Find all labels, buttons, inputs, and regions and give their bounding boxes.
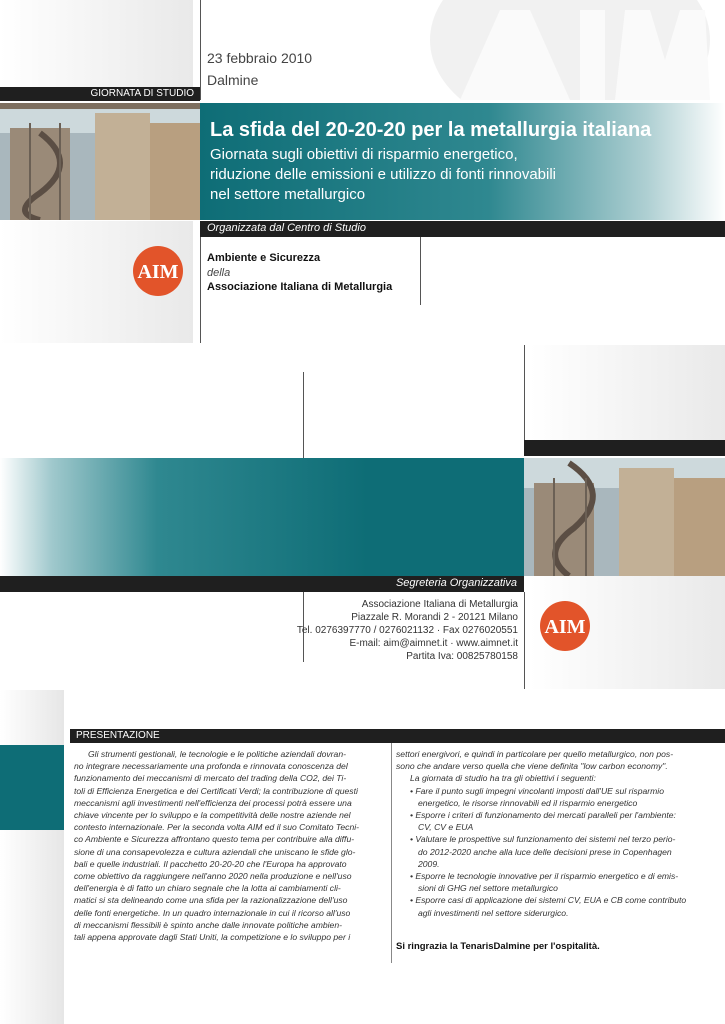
aim-logo-text: AIM xyxy=(137,261,179,283)
address-line: Associazione Italiana di Metallurgia xyxy=(361,599,518,610)
industrial-tanks-photo xyxy=(0,103,200,220)
bullet-item: • Esporre casi di applicazione dei sistemi CV, EUA e CB come contributo xyxy=(410,895,687,906)
middle-right-panel xyxy=(530,345,725,440)
paragraph-line: co Ambiente e Sicurezza affrontano questo tema per contribuire alla diffu- xyxy=(74,834,355,845)
presentation-right-column xyxy=(396,748,712,919)
bullet-item: • Esporre le tecnologie innovative per il risparmio energetico e di emis- xyxy=(410,871,679,882)
divider xyxy=(524,592,525,689)
page-title: La sfida del 20-20-20 per la metallurgia italiana xyxy=(210,119,652,141)
association-name: Associazione Italiana di Metallurgia xyxy=(207,281,393,293)
photo-header-bar xyxy=(524,440,725,456)
vat-line: Partita Iva: 00825780158 xyxy=(406,651,518,662)
divider xyxy=(303,372,304,458)
bullet-item: • Valutare le prospettive sul funzionamento dei sistemi nel terzo perio- xyxy=(410,834,676,845)
paragraph-line: contesto internazionale. Per la seconda volta AIM ed il suo Comitato Tecni- xyxy=(74,822,360,833)
event-type-bar xyxy=(0,87,200,101)
bullet-item: • Fare il punto sugli impegni vincolanti imposti dall'UE sul risparmio xyxy=(410,785,664,796)
secretariat-bar xyxy=(0,576,524,592)
secretariat-address xyxy=(297,598,518,663)
divider xyxy=(391,743,392,963)
della-text: della xyxy=(207,267,231,279)
divider xyxy=(200,0,201,100)
organizer-bar xyxy=(200,221,725,237)
aim-logo-text: AIM xyxy=(544,616,586,638)
bullet-item: do 2012-2020 anche alla luce delle decisioni prese in Copenhagen xyxy=(418,846,672,857)
event-place: Dalmine xyxy=(207,72,259,88)
bullet-item: energetico, le risorse rinnovabili ed il risparmio energetico xyxy=(418,797,638,808)
paragraph-line: La giornata di studio ha tra gli obiettivi i seguenti: xyxy=(410,773,596,784)
aim-watermark xyxy=(420,0,725,100)
email-line: E-mail: aim@aimnet.it · www.aimnet.it xyxy=(349,638,518,649)
presentation-teal-block xyxy=(0,745,64,830)
paragraph-line: chiave vincente per lo sviluppo e la competitività delle nostre aziende nel xyxy=(74,810,351,821)
centre-name: Ambiente e Sicurezza xyxy=(207,252,321,264)
paragraph-line: toli di Efficienza Energetica e dei Certificati Verdi; la contribuzione di questi xyxy=(74,785,358,796)
divider xyxy=(524,345,525,440)
aim-logo xyxy=(132,245,184,297)
divider xyxy=(200,237,201,343)
divider xyxy=(420,237,421,305)
paragraph-line: delle fonti energetiche. In un quadro internazionale in cui il ricorso all'uso xyxy=(74,907,351,918)
subtitle-line-1: Giornata sugli obiettivi di risparmio energetico, xyxy=(210,146,518,163)
subtitle-line-2: riduzione delle emissioni e utilizzo di fonti rinnovabili xyxy=(210,166,557,183)
phone-line: Tel. 0276397770 / 0276021132 · Fax 0276020551 xyxy=(296,625,518,636)
paragraph-line: sono che andare verso quella che viene definita "low carbon economy". xyxy=(396,761,668,772)
aim-logo xyxy=(539,600,591,652)
paragraph-line: tali appena approvate dagli Stati Uniti, la competizione e lo sviluppo per i xyxy=(74,932,351,943)
organizer-bar-label: Organizzata dal Centro di Studio xyxy=(207,222,366,234)
address-line: Piazzale R. Morandi 2 - 20121 Milano xyxy=(351,612,518,623)
bullet-item: CV, CV e EUA xyxy=(418,822,474,833)
paragraph-line: come obiettivo da raggiungere nell'anno 2020 nella produzione e nell'uso xyxy=(74,871,352,882)
bullet-item: 2009. xyxy=(418,858,440,869)
presentation-bar xyxy=(70,729,725,743)
paragraph-line: funzionamento dei meccanismi di mercato del trading della CO2, dei Ti- xyxy=(74,773,347,784)
middle-band xyxy=(0,458,524,576)
presentation-bar-label: PRESENTAZIONE xyxy=(76,730,160,741)
paragraph-line: settori energivori, e quindi in particolare per quello metallurgico, non pos- xyxy=(396,749,674,759)
paragraph-line: matici si sta delineando come una sfida per la razionalizzazione dell'uso xyxy=(74,895,348,906)
event-date: 23 febbraio 2010 xyxy=(207,50,313,66)
presentation-left-column xyxy=(74,748,384,943)
paragraph-line: no integrare necessariamente una profonda e rinnovata conoscenza del xyxy=(74,761,348,772)
paragraph-line: dell'energia è di fatto un chiaro segnale che la lotta ai cambiamenti cli- xyxy=(74,883,341,894)
paragraph-line: di meccanismi flessibili è spinto anche dalle innovate politiche ambien- xyxy=(74,919,342,930)
event-type-label: GIORNATA DI STUDIO xyxy=(90,88,194,99)
paragraph-line: sione di una consapevolezza e cultura aziendali che uniscano le sfide glo- xyxy=(74,846,356,857)
industrial-tanks-photo-2 xyxy=(524,458,725,576)
secretariat-bar-label: Segreteria Organizzativa xyxy=(395,577,517,589)
paragraph-line: Gli strumenti gestionali, le tecnologie e le politiche aziendali dovran- xyxy=(88,749,346,759)
paragraph-line: bali e quelle industriali. Il pacchetto 20-20-20 che l'Europa ha approvato xyxy=(74,858,347,869)
subtitle-line-3: nel settore metallurgico xyxy=(210,186,366,203)
thanks-note: Si ringrazia la TenarisDalmine per l'ospitalità. xyxy=(396,941,600,952)
bullet-item: sioni di GHG nel settore metallurgico xyxy=(418,883,558,894)
bullet-item: agli investimenti nel settore siderurgico. xyxy=(418,907,569,918)
presentation-left-panel xyxy=(0,690,64,1024)
paragraph-line: meccanismi agli investimenti nell'efficienza dei processi potrà essere una xyxy=(74,797,352,808)
top-left-panel xyxy=(0,0,193,87)
title-band xyxy=(200,103,725,220)
bullet-item: • Esporre i criteri di funzionamento dei mercati paralleli per l'ambiente: xyxy=(410,810,676,821)
